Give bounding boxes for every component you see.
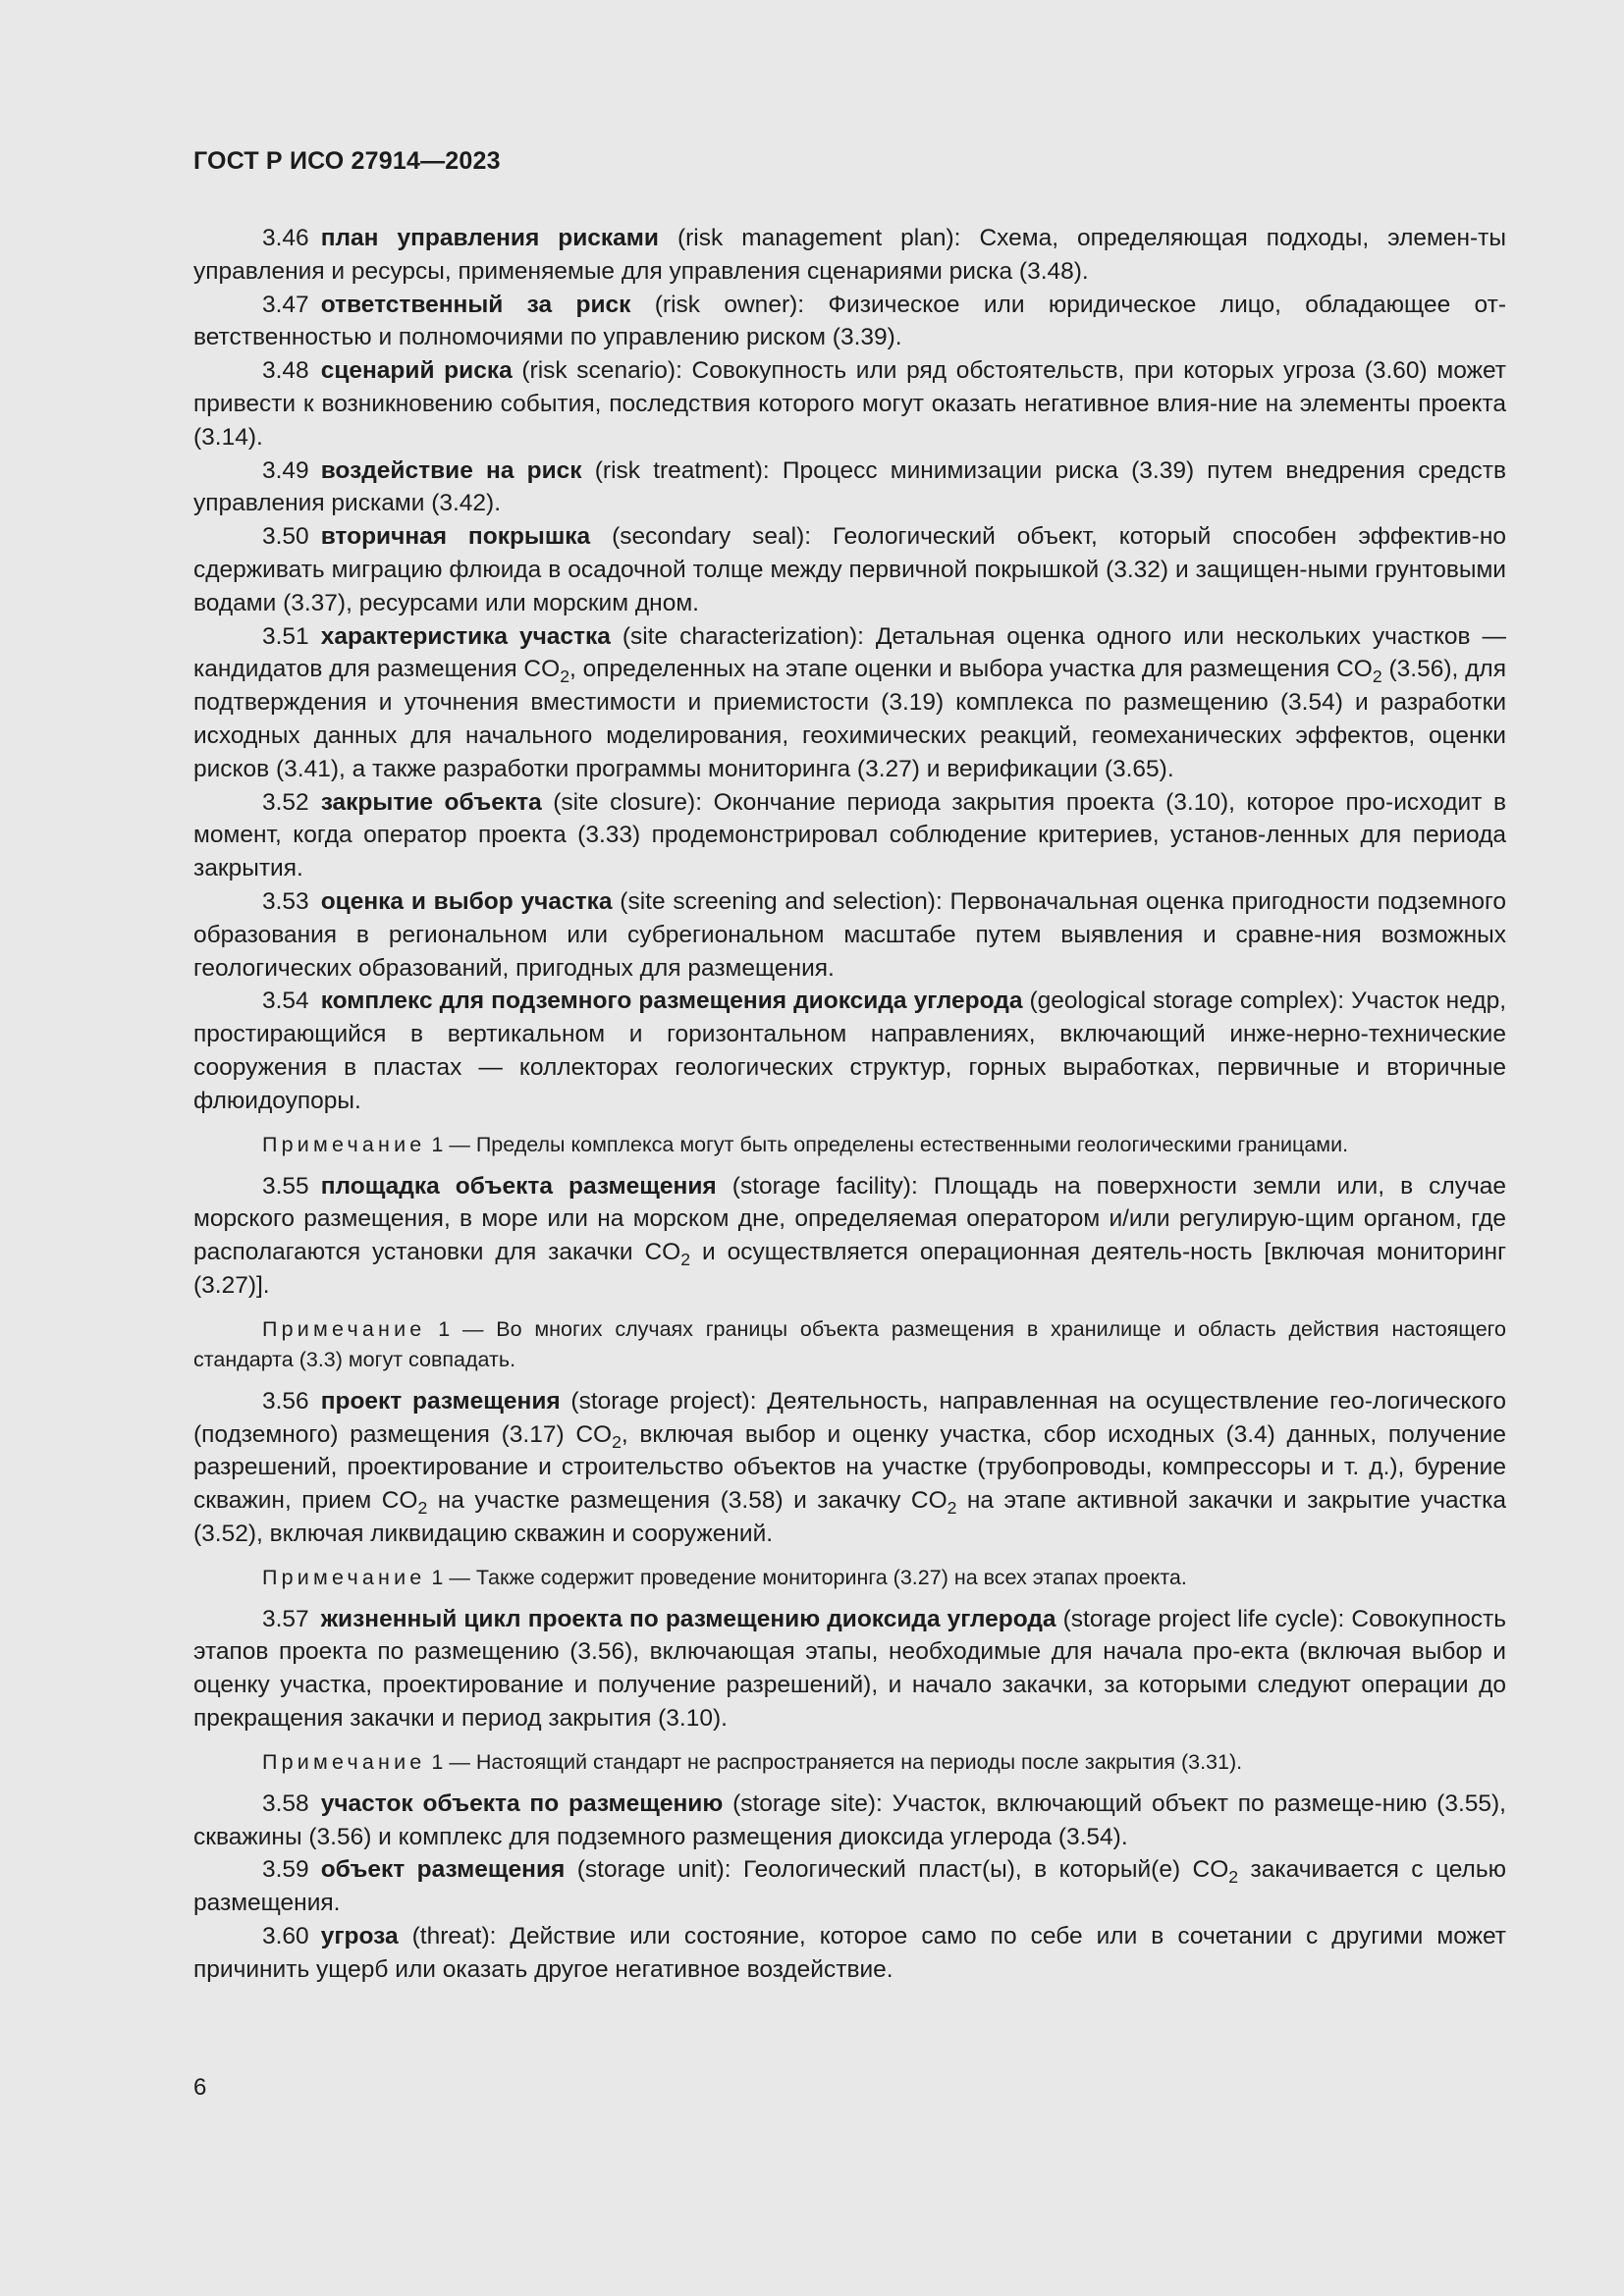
term-entry-3-60 <box>193 1920 1506 1987</box>
term-name: воздействие на риск <box>320 456 582 484</box>
term-definition: (geological storage complex): Участок недр, простирающийся в вертикальном и горизонтальном направлениях, включающий инже-нерно-технические сооружения в пластах — коллекторах геологических структур, горных выработках, первичные и вторичные флюидоупоры. <box>193 988 1507 1114</box>
subscript: 2 <box>612 1431 622 1452</box>
term-entry-3-56 <box>193 1385 1506 1551</box>
term-definition-part: , включая выбор и оценку участка, сбор исходных (3.4) данных, получение разрешений, проектирование и строительство объектов на участке (трубопроводы, компрессоры и т. д.), бурение скважин, прием CO <box>193 1420 1506 1515</box>
term-number: 3.57 <box>262 1605 309 1632</box>
term-definition: (site screening and selection): Первоначальная оценка пригодности подземного образования в региональном или субрегиональном масштабе путем выявления и сравне-ния возможных геологических образований, пригодных для размещения. <box>193 887 1507 982</box>
term-number: 3.56 <box>262 1387 309 1415</box>
term-entry-3-54 <box>193 985 1506 1117</box>
term-number: 3.60 <box>262 1923 309 1950</box>
term-number: 3.58 <box>262 1789 309 1817</box>
term-number: 3.50 <box>262 523 309 551</box>
term-name: объект размещения <box>320 1856 566 1884</box>
term-definition-part: , определенных на этапе оценки и выбора участка для размещения CO <box>569 656 1373 683</box>
term-definition-part: на участке размещения (3.58) и закачку CO <box>427 1487 947 1515</box>
term-number: 3.53 <box>262 887 309 915</box>
term-definition-part: закачивается с целью размещения. <box>193 1856 1506 1917</box>
term-number: 3.55 <box>262 1172 309 1200</box>
term-number: 3.52 <box>262 788 309 816</box>
term-definition-part: и осуществляется операционная деятель-ность [включая мониторинг (3.27)]. <box>193 1239 1507 1299</box>
note-3-54 <box>193 1130 1506 1160</box>
note-label: Примечание <box>262 1316 426 1341</box>
term-definition: (secondary seal): Геологический объект, который способен эффектив-но сдерживать миграцию флюида в осадочной толще между первичной покрышкой (3.32) и защищен-ными грунтовыми водами (3.37), ресурсами или морским дном. <box>193 523 1507 616</box>
term-definition-part: на этапе активной закачки и закрытие участка (3.52), включая ликвидацию скважин и сооружений. <box>193 1487 1506 1547</box>
term-entry-3-49 <box>193 454 1506 521</box>
note-3-55 <box>193 1314 1506 1375</box>
term-entry-3-55 <box>193 1170 1506 1303</box>
subscript: 2 <box>947 1498 957 1519</box>
term-name: жизненный цикл проекта по размещению диоксида углерода <box>320 1605 1056 1632</box>
term-number: 3.54 <box>262 988 309 1015</box>
term-name: площадка объекта размещения <box>320 1172 717 1200</box>
note-text: 1 — Настоящий стандарт не распространяется на периоды после закрытия (3.31). <box>425 1749 1243 1774</box>
term-definition: (storage project life cycle): Совокупность этапов проекта по размещению (3.56), включающая этапы, необходимые для начала про-екта (включая выбор и оценку участка, проектирование и получение разрешений), и начало закачки, за которыми следуют операции до прекращения закачки и период закрытия (3.10). <box>193 1605 1506 1733</box>
term-name: проект размещения <box>320 1387 561 1415</box>
note-text: 1 — Также содержит проведение мониторинга (3.27) на всех этапах проекта. <box>425 1565 1187 1589</box>
term-definition: (risk management plan): Схема, определяющая подходы, элемен-ты управления и ресурсы, применяемые для управления сценариями риска (3.48). <box>193 225 1506 285</box>
term-number: 3.47 <box>262 291 309 318</box>
term-entry-3-59 <box>193 1853 1506 1920</box>
term-number: 3.46 <box>262 225 309 251</box>
term-name: оценка и выбор участка <box>320 887 613 915</box>
subscript: 2 <box>1228 1867 1239 1888</box>
note-text: 1 — Пределы комплекса могут быть определены естественными геологическими границами. <box>425 1132 1349 1156</box>
term-entry-3-51 <box>193 620 1506 786</box>
term-definition: (risk owner): Физическое или юридическое лицо, обладающее от-ветственностью и полномочиями по управлению риском (3.39). <box>193 291 1507 351</box>
term-definition-part: (storage unit): Геологический пласт(ы), в который(е) CO <box>565 1856 1229 1884</box>
term-entry-3-46 <box>193 222 1506 289</box>
subscript: 2 <box>417 1498 428 1519</box>
term-name: характеристика участка <box>320 622 611 650</box>
term-number: 3.51 <box>262 622 309 650</box>
term-definition: (risk treatment): Процесс минимизации риска (3.39) путем внедрения средств управления рисками (3.42). <box>193 456 1507 517</box>
term-entry-3-50 <box>193 520 1506 619</box>
term-definition-part: (storage facility): Площадь на поверхности земли или, в случае морского размещения, в море или на морском дне, определяемая оператором и/или регулирую-щим органом, где располагаются установки для закачки CO <box>193 1172 1506 1266</box>
term-number: 3.49 <box>262 456 309 484</box>
term-name: угроза <box>320 1923 399 1950</box>
term-definition: (site closure): Окончание периода закрытия проекта (3.10), которое про-исходит в момент, когда оператор проекта (3.33) продемонстрировал соблюдение критериев, установ-ленных для периода закрытия. <box>193 788 1506 882</box>
subscript: 2 <box>1372 667 1382 687</box>
term-number: 3.59 <box>262 1856 309 1884</box>
note-text: 1 — Во многих случаях границы объекта размещения в хранилище и область действия настоящего стандарта (3.3) могут совпадать. <box>193 1316 1506 1371</box>
term-definition: (storage site): Участок, включающий объект по размеще-нию (3.55), скважины (3.56) и комплекс для подземного размещения диоксида углерода (3.54). <box>193 1789 1506 1850</box>
term-name: ответственный за риск <box>320 291 631 318</box>
page-number: 6 <box>193 2074 207 2101</box>
term-name: план управления рисками <box>320 225 659 251</box>
term-name: участок объекта по размещению <box>320 1789 724 1817</box>
term-entry-3-52 <box>193 786 1506 885</box>
term-entry-3-53 <box>193 885 1506 985</box>
term-number: 3.48 <box>262 357 309 385</box>
term-entry-3-47 <box>193 289 1506 355</box>
term-entry-3-57 <box>193 1603 1506 1735</box>
term-definition-part: (storage project): Деятельность, направленная на осуществление гео-логического (подземного) размещения (3.17) CO <box>193 1387 1506 1448</box>
term-definition-part: (3.56), для подтверждения и уточнения вместимости и приемистости (3.19) комплекса по размещению (3.54) и разработки исходных данных для начального моделирования, геохимических реакций, геомеханических эффектов, оценки рисков (3.41), а также разработки программы мониторинга (3.27) и верификации (3.65). <box>193 656 1506 782</box>
note-label: Примечание <box>262 1565 426 1589</box>
term-definition: (risk scenario): Совокупность или ряд обстоятельств, при которых угроза (3.60) может привести к возникновению события, последствия которого могут оказать негативное влия-ние на элементы проекта (3.14). <box>193 357 1506 451</box>
term-entry-3-58 <box>193 1788 1506 1854</box>
note-label: Примечание <box>262 1132 426 1156</box>
term-entry-3-48 <box>193 354 1506 454</box>
subscript: 2 <box>680 1250 691 1270</box>
note-3-56 <box>193 1563 1506 1593</box>
note-label: Примечание <box>262 1749 426 1774</box>
subscript: 2 <box>560 667 569 687</box>
term-definition-part: (site characterization): Детальная оценка одного или нескольких участков — кандидатов для размещения CO <box>193 622 1506 683</box>
term-definition: (threat): Действие или состояние, которое само по себе или в сочетании с другими может причинить ущерб или оказать другое негативное воздействие. <box>193 1923 1506 1983</box>
terms-list <box>193 222 1506 1987</box>
term-name: закрытие объекта <box>320 788 542 816</box>
term-name: сценарий риска <box>320 357 513 385</box>
term-name: комплекс для подземного размещения диоксида углерода <box>320 988 1023 1015</box>
note-3-57 <box>193 1747 1506 1778</box>
term-name: вторичная покрышка <box>320 523 591 551</box>
document-header: ГОСТ Р ИСО 27914—2023 <box>193 147 501 175</box>
